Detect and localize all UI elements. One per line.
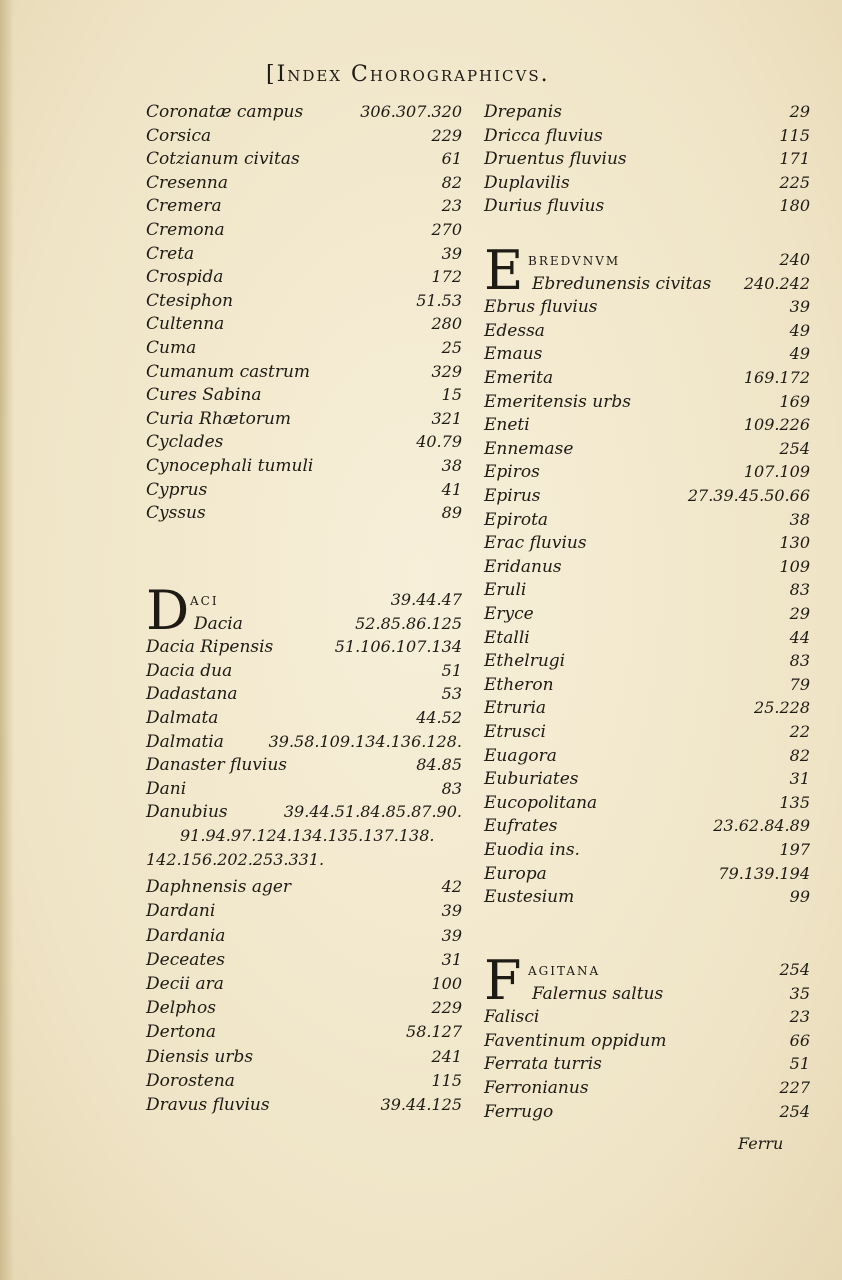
index-entry <box>484 746 810 769</box>
entry-pages: 254 <box>779 960 810 979</box>
index-entry <box>484 887 810 910</box>
index-entry <box>146 901 462 924</box>
index-entry <box>484 984 810 1007</box>
entry-term: Danaster fluvius <box>146 755 287 776</box>
entry-pages: 82 <box>789 745 810 765</box>
entry-term: Eustesium <box>484 887 575 908</box>
entry-term: Durius fluvius <box>484 196 605 217</box>
entry-pages: 115 <box>779 125 810 145</box>
entry-pages: 49 <box>789 320 810 340</box>
index-entry <box>146 314 462 337</box>
entry-term: Ferronianus <box>484 1078 589 1098</box>
entry-term: Druentus fluvius <box>484 149 627 170</box>
entry-pages: 29 <box>789 604 810 623</box>
entry-pages: 51.106.107.134 <box>334 637 462 657</box>
index-entry <box>146 409 462 432</box>
index-entry <box>146 998 462 1021</box>
entry-term: Cresenna <box>146 172 229 193</box>
entry-term: Etruria <box>484 698 547 719</box>
entry-pages: 39.58.109.134.136.128. <box>268 731 462 751</box>
index-entry <box>484 580 810 603</box>
index-entry <box>484 651 810 674</box>
index-entry <box>484 149 810 172</box>
index-entry <box>146 1047 462 1070</box>
entry-term: Cotzianum civitas <box>146 149 300 170</box>
index-entry <box>484 675 810 698</box>
entry-pages: 40.79 <box>416 432 462 452</box>
entry-term: Cures Sabina <box>146 385 262 406</box>
entry-pages: 197 <box>779 840 810 859</box>
index-entry <box>484 722 810 745</box>
drop-cap-initial: E <box>484 239 524 302</box>
index-entry <box>484 533 810 556</box>
entry-pages: 169 <box>779 391 810 411</box>
entry-pages: 23 <box>441 196 462 216</box>
entry-pages: 61 <box>441 149 462 169</box>
entry-term: Eneti <box>484 415 530 436</box>
entry-term: Ferrata turris <box>484 1054 602 1075</box>
entry-term: Dravus fluvius <box>146 1095 270 1115</box>
entry-term: Epiros <box>484 462 540 483</box>
entry-pages: 39 <box>789 297 810 317</box>
index-entry <box>146 220 462 243</box>
entry-pages: 23 <box>789 1007 810 1027</box>
entry-pages: 99 <box>789 887 810 907</box>
entry-continuation: 91.94.97.124.134.135.137.138. <box>180 826 435 845</box>
index-entry <box>484 274 810 297</box>
entry-pages: 31 <box>441 949 462 969</box>
entry-pages: 225 <box>779 172 810 192</box>
entry-pages: 23.62.84.89 <box>713 816 810 836</box>
entry-pages: 42 <box>441 877 462 897</box>
entry-term: Cynocephali tumuli <box>146 456 314 476</box>
entry-pages: 82 <box>441 172 462 192</box>
entry-pages: 171 <box>779 149 810 169</box>
entry-pages: 270 <box>431 220 462 239</box>
index-entry <box>484 1102 810 1125</box>
entry-pages: 241 <box>431 1046 462 1066</box>
entry-term: Epirus <box>484 486 541 506</box>
drop-cap-initial: F <box>484 949 522 1012</box>
index-entry <box>146 802 462 825</box>
entry-term: agitana <box>528 960 601 980</box>
entry-pages: 44 <box>789 627 810 647</box>
entry-term: Corsica <box>146 125 212 146</box>
entry-term: Eryce <box>484 604 534 624</box>
entry-pages: 41 <box>441 479 462 499</box>
index-entry <box>484 1007 810 1030</box>
index-entry <box>484 321 810 344</box>
entry-pages: 135 <box>779 792 810 812</box>
entry-term: Falisci <box>484 1007 540 1028</box>
page-edge-shadow <box>0 0 14 1280</box>
entry-pages: 44.52 <box>416 708 462 727</box>
entry-pages: 49 <box>789 344 810 364</box>
entry-term: Euagora <box>484 745 557 766</box>
entry-term: Eruli <box>484 580 527 601</box>
entry-pages: 180 <box>779 196 810 216</box>
entry-pages: 79 <box>789 674 810 694</box>
entry-pages: 172 <box>431 267 462 287</box>
section-head-entry <box>528 960 810 983</box>
entry-term: Ferrugo <box>484 1101 554 1122</box>
entry-pages: 84.85 <box>416 755 462 775</box>
index-entry <box>146 149 462 172</box>
entry-term: Etrusci <box>484 722 546 742</box>
index-entry <box>146 1071 462 1094</box>
section-head-entry <box>190 590 462 613</box>
entry-pages: 51.53 <box>416 290 462 310</box>
entry-pages: 115 <box>431 1070 462 1090</box>
entry-term: Cyssus <box>146 503 206 524</box>
index-entry <box>146 1022 462 1045</box>
entry-term: Creta <box>146 243 195 264</box>
index-entry <box>146 102 462 125</box>
entry-term: Dricca fluvius <box>484 125 603 146</box>
index-entry <box>484 344 810 367</box>
entry-term: Emeritensis urbs <box>484 391 631 412</box>
entry-pages: 31 <box>789 769 810 789</box>
entry-term: Epirota <box>484 509 549 530</box>
entry-pages: 109 <box>779 556 810 576</box>
index-entry <box>146 974 462 997</box>
entry-term: Dalmata <box>146 708 219 728</box>
index-entry <box>484 173 810 196</box>
entry-term: Eridanus <box>484 556 562 577</box>
entry-term: Ennemase <box>484 438 574 459</box>
index-entry <box>146 684 462 707</box>
entry-term: Emerita <box>484 368 554 388</box>
entry-pages: 254 <box>779 438 810 458</box>
entry-term: Cumanum castrum <box>146 361 311 382</box>
entry-term: Danubius <box>146 802 228 823</box>
index-entry <box>484 864 810 887</box>
entry-term: Cyprus <box>146 479 208 500</box>
entry-term: Cultenna <box>146 314 225 335</box>
index-entry <box>484 439 810 462</box>
index-entry <box>484 840 810 863</box>
entry-pages: 83 <box>441 778 462 798</box>
entry-pages: 100 <box>431 974 462 993</box>
entry-term: Crospida <box>146 267 224 288</box>
entry-pages: 51 <box>789 1054 810 1074</box>
entry-term: Coronatæ campus <box>146 102 304 122</box>
entry-pages: 39 <box>441 243 462 263</box>
entry-pages: 51 <box>441 660 462 680</box>
entry-term: Cyclades <box>146 432 224 453</box>
entry-term: Etheron <box>484 674 554 695</box>
index-entry <box>146 432 462 455</box>
entry-pages: 329 <box>431 361 462 381</box>
entry-pages: 39 <box>441 925 462 945</box>
entry-pages: 66 <box>789 1030 810 1050</box>
entry-pages: 25.228 <box>754 698 810 718</box>
index-entry <box>146 456 462 479</box>
index-entry <box>484 415 810 438</box>
entry-pages: 15 <box>441 385 462 405</box>
index-entry <box>146 362 462 385</box>
entry-term: Dani <box>146 778 187 799</box>
index-entry <box>484 297 810 320</box>
index-entry <box>484 1031 810 1054</box>
index-entry <box>146 732 462 755</box>
entry-pages: 25 <box>441 338 462 357</box>
entry-term: Duplavilis <box>484 172 570 193</box>
index-entry <box>146 779 462 802</box>
index-entry <box>484 698 810 721</box>
index-entry <box>146 926 462 949</box>
index-entry <box>484 1078 810 1101</box>
entry-pages: 83 <box>789 580 810 600</box>
entry-pages: 79.139.194 <box>718 863 810 883</box>
index-entry <box>484 126 810 149</box>
entry-pages: 53 <box>441 684 462 704</box>
page-header: [Index Chorographicvs. <box>266 62 550 87</box>
entry-term: Faventinum oppidum <box>484 1030 667 1051</box>
entry-continuation: 142.156.202.253.331. <box>146 849 325 869</box>
index-entry <box>484 486 810 509</box>
entry-term: bredvnvm <box>528 250 621 270</box>
entry-pages: 254 <box>779 1101 810 1121</box>
entry-term: Ebrus fluvius <box>484 297 598 318</box>
index-entry <box>146 755 462 778</box>
index-entry <box>146 877 462 900</box>
index-entry <box>484 769 810 792</box>
entry-term: Euodia ins. <box>484 840 580 860</box>
entry-term: Dalmatia <box>146 731 224 752</box>
index-entry <box>146 196 462 219</box>
entry-pages: 280 <box>431 314 462 334</box>
index-entry <box>146 503 462 526</box>
entry-pages: 39.44.125 <box>380 1095 462 1114</box>
entry-pages: 83 <box>789 651 810 671</box>
index-entry <box>146 338 462 361</box>
entry-term: Dardania <box>146 925 226 946</box>
entry-term: Falernus saltus <box>532 983 664 1004</box>
entry-pages: 130 <box>779 533 810 553</box>
index-entry <box>146 480 462 503</box>
entry-term: Dacia <box>194 613 243 634</box>
entry-pages: 169.172 <box>743 368 810 387</box>
entry-pages: 39 <box>441 901 462 921</box>
entry-pages: 229 <box>431 998 462 1018</box>
entry-term: Cuma <box>146 338 197 358</box>
index-entry <box>484 816 810 839</box>
entry-term: Europa <box>484 863 547 884</box>
entry-term: aci <box>190 590 219 610</box>
index-entry <box>146 614 462 637</box>
entry-term: Dacia dua <box>146 660 233 681</box>
entry-term: Euburiates <box>484 769 579 790</box>
index-entry <box>146 1095 462 1118</box>
entry-term: Daphnensis ager <box>146 877 292 898</box>
entry-pages: 29 <box>789 102 810 121</box>
entry-term: Delphos <box>146 998 216 1019</box>
index-entry <box>146 950 462 973</box>
entry-pages: 107.109 <box>743 462 810 482</box>
entry-term: Eufrates <box>484 816 558 837</box>
index-entry <box>146 267 462 290</box>
entry-term: Erac fluvius <box>484 533 587 554</box>
index-entry <box>146 661 462 684</box>
entry-pages: 240 <box>779 250 810 269</box>
entry-term: Dadastana <box>146 684 238 705</box>
entry-pages: 58.127 <box>406 1022 462 1042</box>
entry-term: Etalli <box>484 627 530 648</box>
entry-term: Dacia Ripensis <box>146 637 274 658</box>
entry-term: Drepanis <box>484 102 562 122</box>
entry-term: Ethelrugi <box>484 651 566 672</box>
entry-term: Dardani <box>146 901 216 922</box>
index-entry <box>484 392 810 415</box>
index-entry <box>146 126 462 149</box>
index-entry <box>146 385 462 408</box>
entry-pages: 27.39.45.50.66 <box>687 486 810 505</box>
entry-term: Cremera <box>146 196 222 217</box>
index-entry <box>484 557 810 580</box>
index-entry <box>146 244 462 267</box>
index-entry <box>484 510 810 533</box>
index-entry <box>146 291 462 314</box>
entry-term: Cremona <box>146 220 225 240</box>
entry-term: Diensis urbs <box>146 1046 254 1067</box>
index-entry <box>146 708 462 731</box>
entry-pages: 321 <box>431 408 462 428</box>
entry-pages: 22 <box>789 722 810 741</box>
entry-pages: 89 <box>441 503 462 523</box>
entry-pages: 52.85.86.125 <box>355 613 462 633</box>
entry-pages: 35 <box>789 983 810 1003</box>
index-entry <box>484 793 810 816</box>
entry-term: Edessa <box>484 320 545 341</box>
entry-pages: 39.44.47 <box>390 590 462 609</box>
index-entry <box>146 637 462 660</box>
entry-pages: 109.226 <box>743 415 810 435</box>
index-entry <box>484 368 810 391</box>
entry-pages: 39.44.51.84.85.87.90. <box>283 802 462 822</box>
entry-term: Eucopolitana <box>484 792 598 813</box>
entry-pages: 229 <box>431 125 462 145</box>
entry-term: Dertona <box>146 1022 216 1043</box>
entry-pages: 38 <box>441 456 462 475</box>
section-head-entry <box>528 250 810 273</box>
index-entry <box>484 102 810 125</box>
index-entry <box>484 604 810 627</box>
entry-term: Emaus <box>484 344 543 365</box>
entry-term: Deceates <box>146 949 226 970</box>
index-entry <box>484 462 810 485</box>
index-entry <box>484 1054 810 1077</box>
entry-pages: 306.307.320 <box>360 102 462 121</box>
drop-cap-initial: D <box>146 579 190 642</box>
index-entry <box>484 628 810 651</box>
entry-term: Ctesiphon <box>146 290 234 311</box>
entry-pages: 38 <box>789 509 810 529</box>
entry-term: Decii ara <box>146 974 224 994</box>
index-entry <box>146 173 462 196</box>
entry-pages: 227 <box>779 1078 810 1097</box>
entry-term: Curia Rhætorum <box>146 408 292 429</box>
entry-term: Dorostena <box>146 1070 235 1091</box>
catchword: Ferru <box>738 1134 784 1153</box>
entry-pages: 240.242 <box>743 273 810 293</box>
index-entry <box>484 196 810 219</box>
entry-term: Ebredunensis civitas <box>532 273 712 294</box>
